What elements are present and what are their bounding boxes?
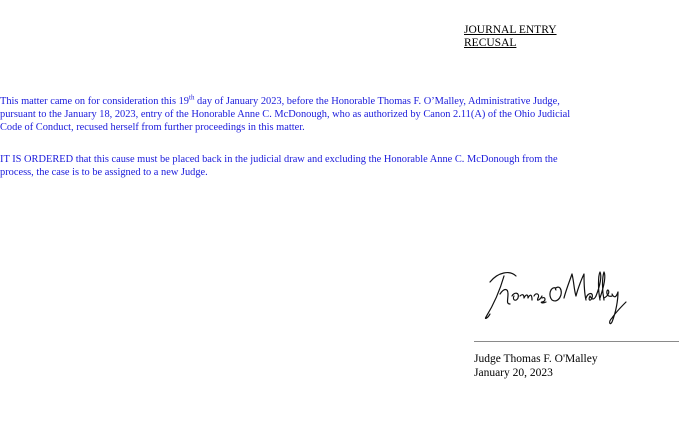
title-recusal: RECUSAL	[464, 37, 517, 49]
paragraph-consideration	[0, 95, 686, 135]
handwritten-signature	[478, 262, 638, 332]
judge-name: Judge Thomas F. O'Malley	[474, 353, 598, 365]
signature-block	[474, 352, 598, 380]
signature-line	[474, 341, 679, 342]
paragraph-line: process, the case is to be assigned to a new Judge.	[0, 167, 208, 179]
paragraph-order	[0, 153, 686, 179]
document-title	[464, 24, 557, 50]
paragraph-text: day of January 2023, before the Honorable Thomas F. O’Malley, Administrative Judge,	[194, 96, 560, 107]
paragraph-line	[0, 95, 686, 108]
signature-date: January 20, 2023	[474, 367, 553, 379]
paragraph-line: IT IS ORDERED that this cause must be placed back in the judicial draw and excluding the Honorable Anne C. McDonough from the	[0, 154, 558, 165]
paragraph-text: This matter came on for consideration this 19	[0, 96, 189, 107]
paragraph-line: pursuant to the January 18, 2023, entry of the Honorable Anne C. McDonough, who as authorized by Canon 2.11(A) of the Ohio Judicial	[0, 109, 571, 121]
paragraph-line: Code of Conduct, recused herself from further proceedings in this matter.	[0, 122, 305, 134]
title-journal-entry: JOURNAL ENTRY	[464, 24, 557, 36]
ordinal-suffix: th	[189, 93, 195, 102]
